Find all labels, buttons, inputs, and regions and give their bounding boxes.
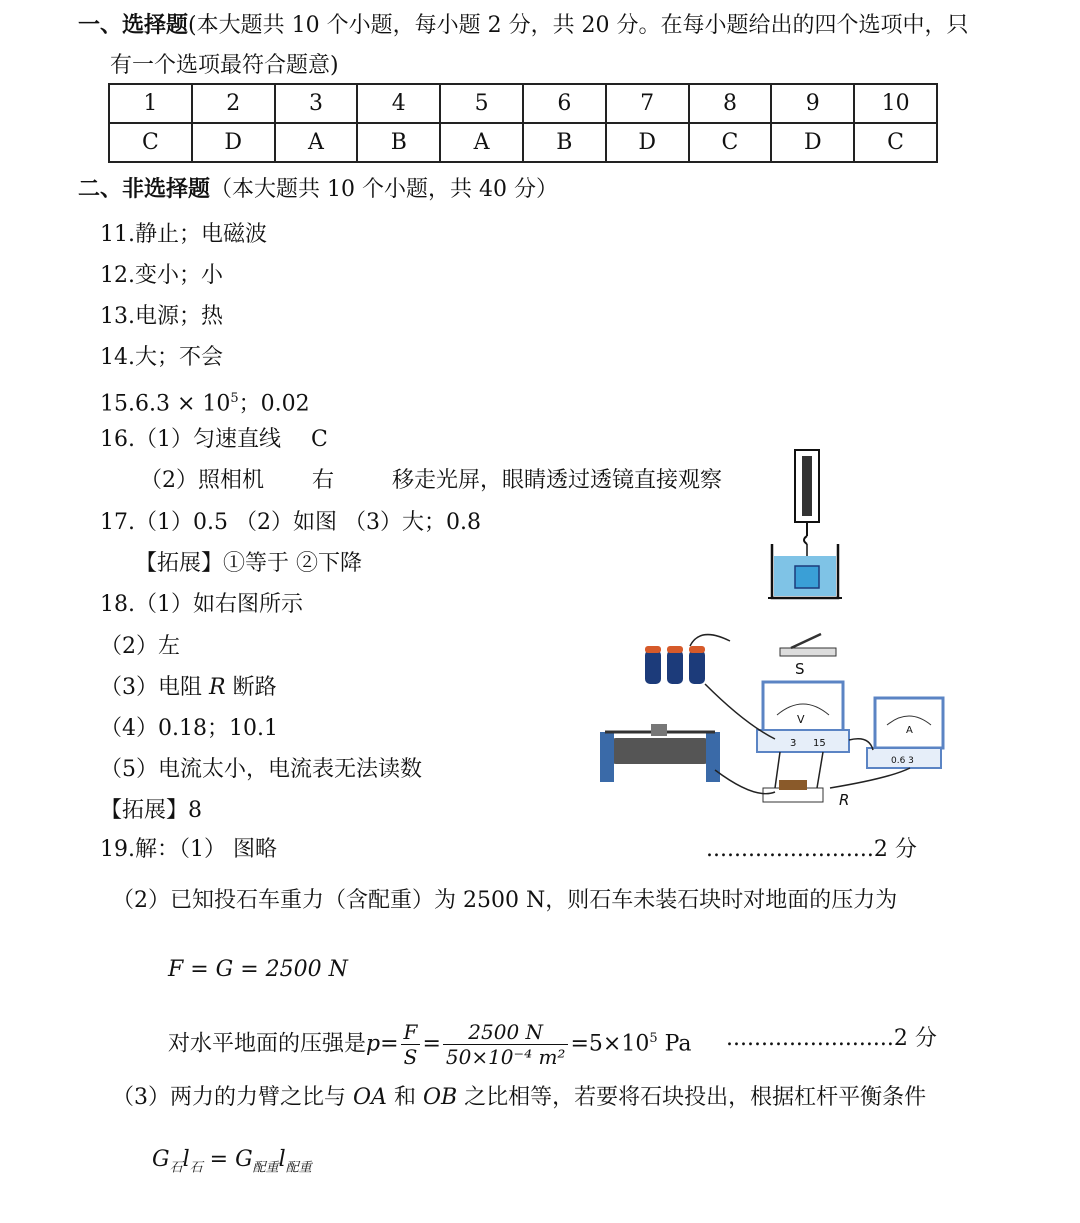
rheostat-right-end [706,732,720,782]
q19-3-oa: OA [353,1085,387,1110]
q16-2-direction: 右 [312,468,335,493]
q15-suffix: ；0.02 [238,391,310,417]
question-number-cell: 2 [192,84,275,123]
rheostat [600,724,720,782]
answer-cell: C [109,123,192,162]
q19-3-end: 之比相等，若要将石块投出，根据杠杆平衡条件 [464,1085,927,1110]
q19-fraction-values-den: 50×10⁻⁴ m² [445,1044,566,1069]
q11-answer: 11.静止；电磁波 [100,222,267,247]
section2-heading: 二、非选择题 [78,177,211,202]
q12-answer: 12.变小；小 [100,263,223,288]
q14-answer: 14.大；不会 [100,345,223,370]
ammeter-scale: 0.6 3 [891,756,914,766]
q19-result-a: =5×10 [570,1031,650,1057]
answer-cell: A [440,123,523,162]
section1-note: (本大题共 10 个小题，每小题 2 分，共 20 分。在每小题给出的四个选项中，只 [188,13,969,38]
q13-answer: 13.电源；热 [100,304,223,329]
q19-pressure-line: 对水平地面的压强是p= $\frac{F}{S}$ = $\frac{2500 N}{\text{50×10⁻⁴ m²}}$ $=5\times 10^5$ Pa [168,1019,692,1069]
q19-eq-sub2: 石 [189,1160,203,1176]
q19-eq-mid: = G [202,1147,253,1172]
q16-2-text: 移走光屏，眼睛透过透镜直接观察 [392,468,723,493]
q19-result-exp: 5 [649,1031,658,1046]
q18-3-answer [100,673,277,703]
ammeter-frame [875,698,943,748]
rheostat-coil [610,738,710,764]
q19-head: 19.解：（1） 图略 [100,837,277,862]
q16-1-choice: C [311,427,328,452]
answer-cell: D [192,123,275,162]
q15-answer [100,384,310,419]
switch [780,634,836,678]
question-number-cell: 7 [606,84,689,123]
section2-note: （本大题共 10 个小题，共 40 分） [210,177,558,202]
voltmeter-scale-15: 15 [813,738,826,749]
q19-lever-equation [152,1145,312,1183]
battery-3 [689,650,705,684]
question-number-cell: 8 [689,84,772,123]
question-number-cell: 9 [771,84,854,123]
q18-extension: 【拓展】8 [100,798,202,823]
battery-cap-1 [645,646,661,653]
section2-heading-line [78,175,558,205]
resistor-label: R [839,791,850,809]
hook-curve [804,536,807,544]
question-number-cell: 5 [440,84,523,123]
battery-cap-3 [689,646,705,653]
q19-score-1: ........................2 分 [706,837,917,862]
answer-cell: D [606,123,689,162]
switch-blade [791,634,821,648]
q19-3-text: （3）两力的力臂之比与 [112,1085,346,1110]
voltmeter-letter: V [797,713,805,726]
q19-eq-sub1: 石 [169,1160,183,1176]
voltmeter [757,682,849,752]
circuit-figure [595,620,955,820]
q19-eq-sub4: 配重 [285,1160,312,1176]
q19-3-line [112,1083,926,1113]
q19-score-2: ........................2 分 [726,1026,937,1051]
question-number-cell: 6 [523,84,606,123]
resistor-base [763,788,823,802]
answer-table-answers-row [109,123,937,162]
battery-2 [667,650,683,684]
q19-fraction-fs-den: S [403,1044,418,1069]
q18-3-r: R [209,675,226,700]
q19-3-mid: 和 [393,1085,416,1110]
q18-3-a: （3）电阻 [100,675,202,700]
q19-eq-g1: G [152,1147,170,1172]
q16-1-label: 16.（1）匀速直线 [100,427,281,452]
q18-2-answer: （2）左 [100,634,180,659]
battery-1 [645,650,661,684]
q19-eq-l1: l [182,1147,190,1172]
resistor-body [779,780,807,790]
q16-2-label: （2）照相机 [140,468,264,493]
q15-exponent: 5 [230,391,239,406]
q18-5-answer: （5）电流太小，电流表无法读数 [100,757,422,782]
q19-eq-sub3: 配重 [252,1160,279,1176]
answer-cell: C [854,123,937,162]
q15-prefix: 15.6.3 × 10 [100,391,231,417]
ammeter-letter: A [906,725,913,736]
question-number-cell: 10 [854,84,937,123]
battery-cap-2 [667,646,683,653]
answer-table [108,83,938,163]
spring-scale-spring [802,456,812,516]
section1-note-line2: 有一个选项最符合题意) [110,53,339,78]
q17-answer: 17.（1）0.5 （2）如图 （3）大；0.8 [100,510,481,535]
switch-label: S [795,660,805,678]
voltmeter-scale-3: 3 [790,738,797,749]
answer-table-numbers-row [109,84,937,123]
answer-cell: D [771,123,854,162]
q19-fraction-values-num: 2500 N [443,1020,569,1045]
rheostat-slider [651,724,667,736]
q19-result-b: Pa [657,1031,692,1057]
q16-2-answer [140,466,722,496]
q18-1-answer: 18.（1）如右图所示 [100,592,303,617]
section1-heading: 一、选择题 [78,13,189,38]
submerged-block [795,566,819,588]
spring-scale-figure [760,448,850,603]
q19-eq-l2: l [278,1147,286,1172]
q16-1-answer [100,425,328,455]
answer-cell: C [689,123,772,162]
battery-pack [645,646,705,684]
answer-cell: B [523,123,606,162]
rheostat-left-end [600,732,614,782]
q18-4-answer: （4）0.18；10.1 [100,716,278,741]
q19-fraction-values [443,1020,569,1069]
question-number-cell: 1 [109,84,192,123]
q19-pressure-label: 对水平地面的压强是 [168,1031,367,1057]
q19-pressure-var: p= [366,1031,399,1057]
q19-fraction-fs-num: F [401,1020,421,1045]
q19-3-ob: OB [422,1085,458,1110]
answer-cell: B [357,123,440,162]
ammeter [867,698,943,768]
q18-3-b: 断路 [232,675,277,700]
q19-2-text: （2）已知投石车重力（含配重）为 2500 N，则石车未装石块时对地面的压力为 [112,888,898,913]
q19-force-equation: F = G = 2500 N [168,957,348,982]
voltmeter-terminal-panel [757,730,849,752]
switch-base [780,648,836,656]
answer-cell: A [275,123,358,162]
q17-extension: 【拓展】①等于 ②下降 [135,551,362,576]
q19-fraction-fs [401,1020,421,1069]
section1-heading-line [78,11,969,41]
question-number-cell: 3 [275,84,358,123]
question-number-cell: 4 [357,84,440,123]
